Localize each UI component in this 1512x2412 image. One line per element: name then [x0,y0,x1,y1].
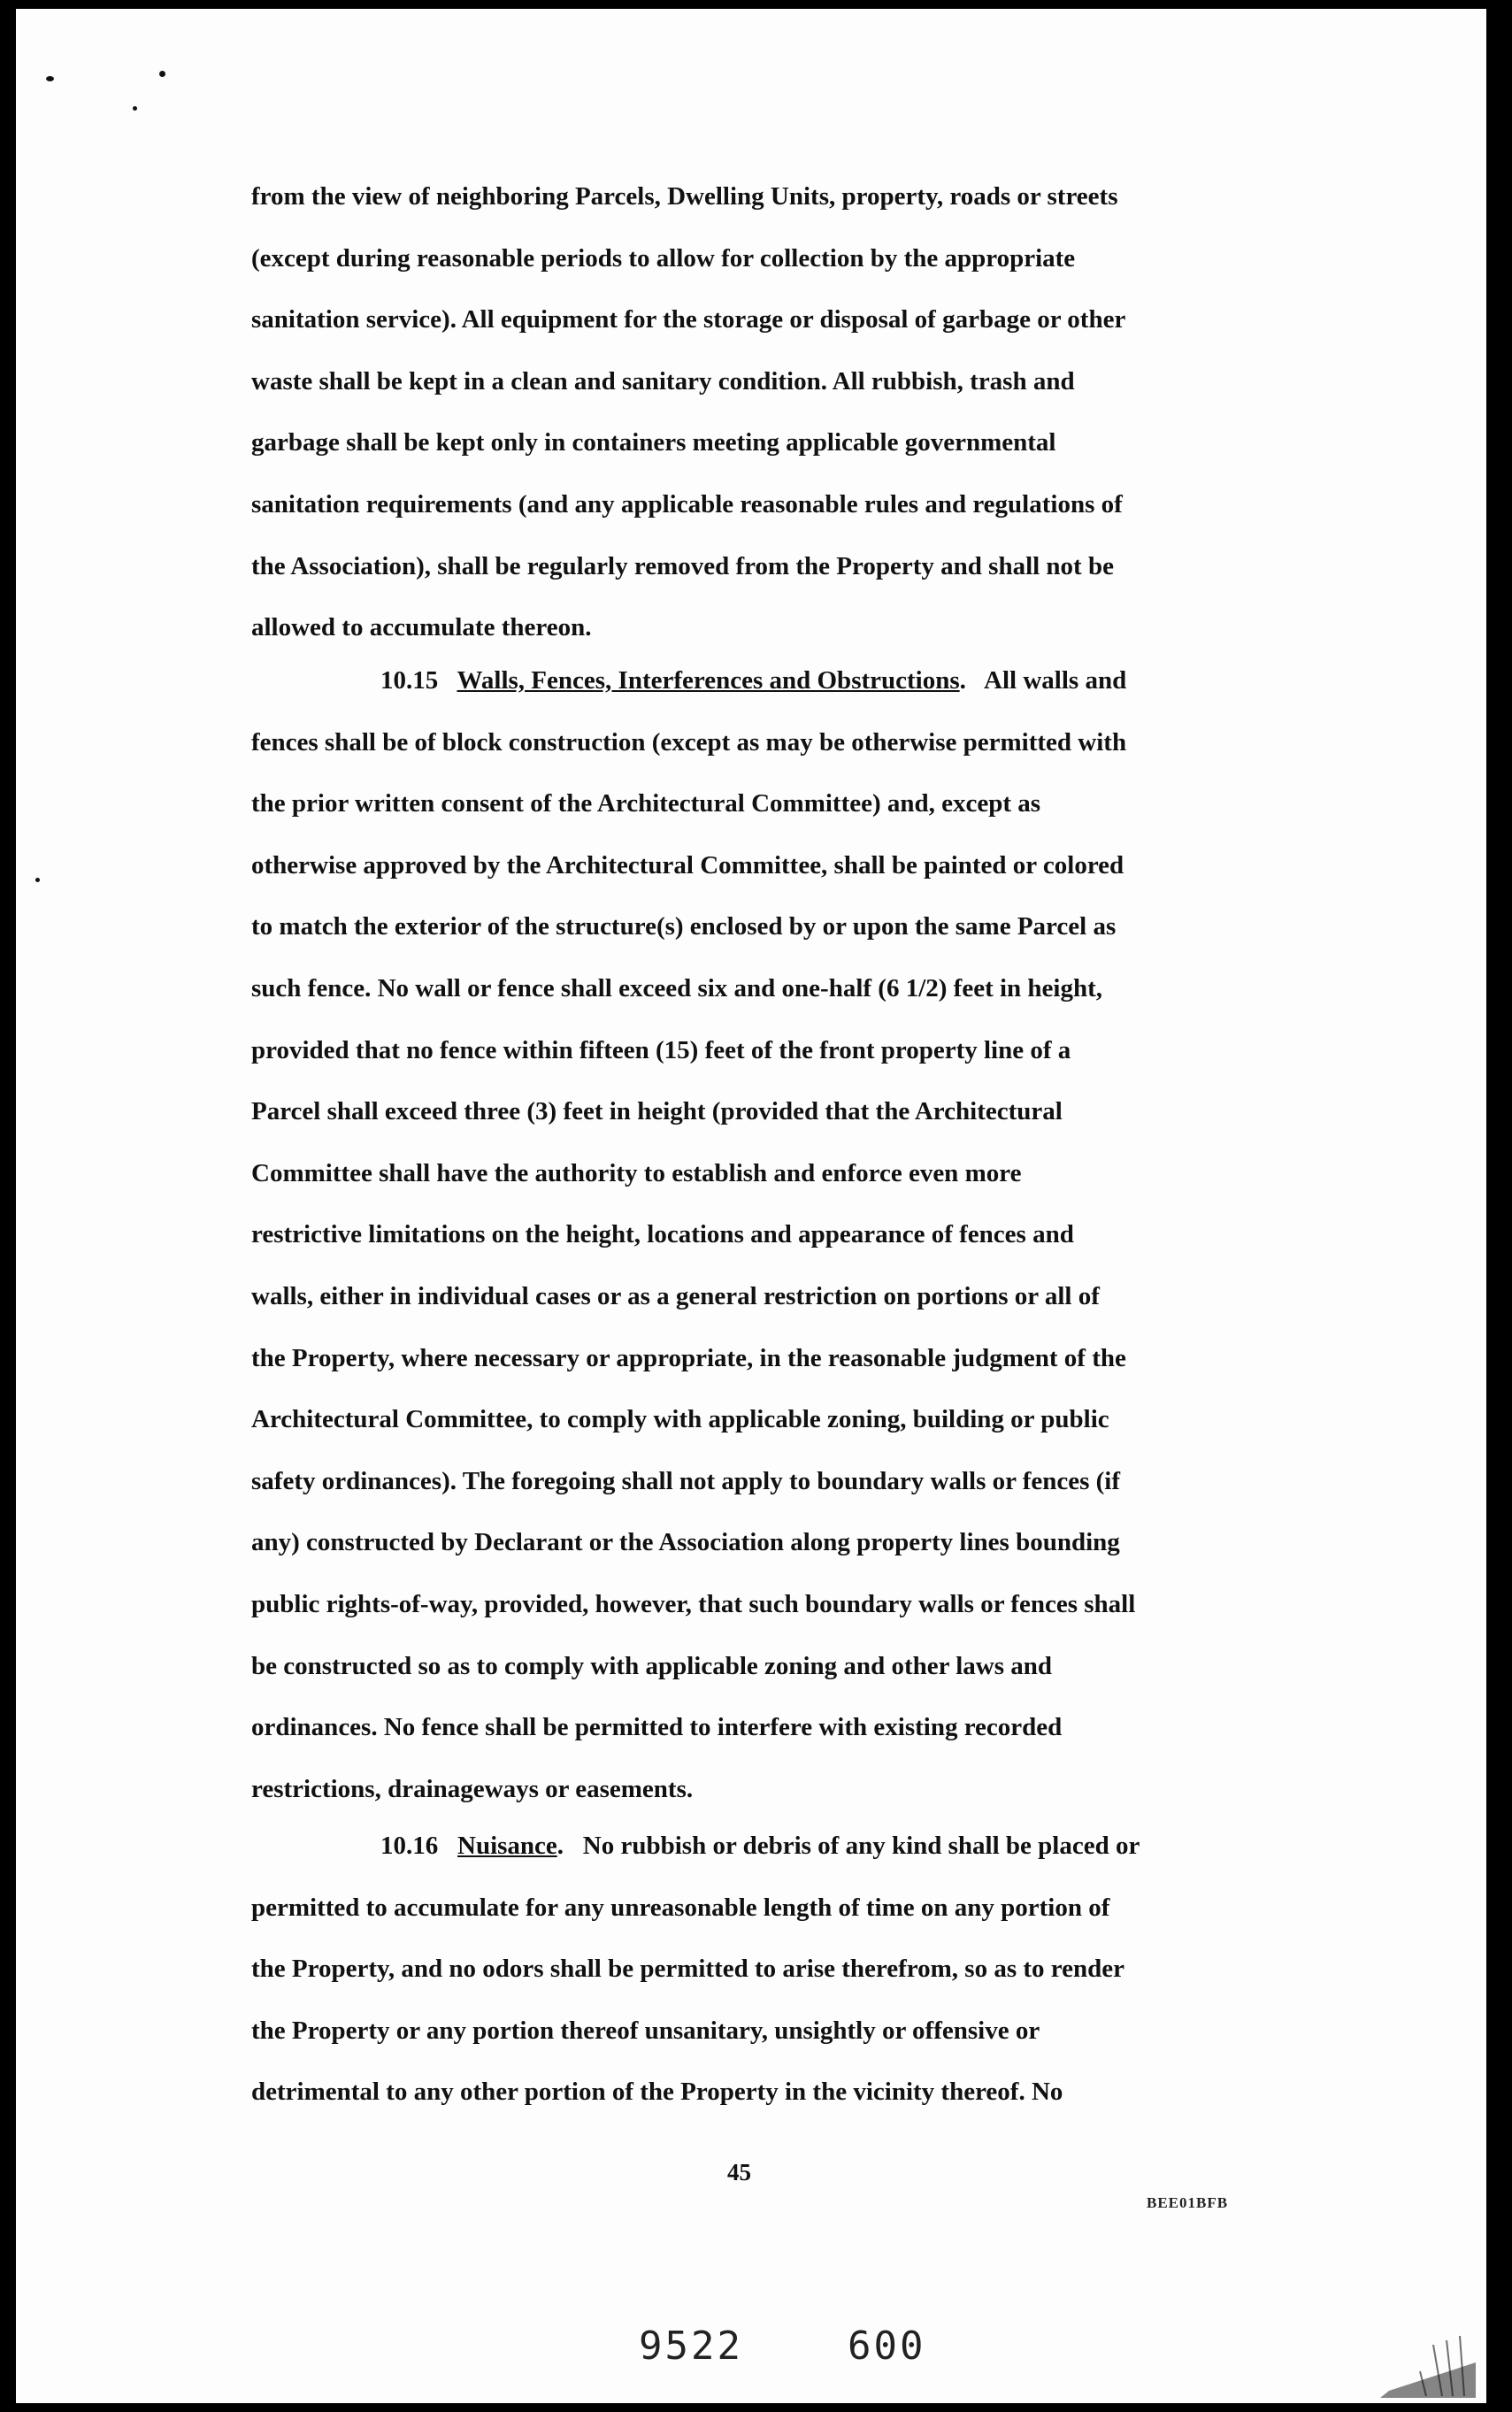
text-line: allowed to accumulate thereon. [251,613,592,642]
text-line: public rights-of-way, provided, however, that such boundary walls or fences shall [251,1589,1136,1618]
section-title: Walls, Fences, Interferences and Obstructions [457,666,960,695]
text-line: detrimental to any other portion of the Property in the vicinity thereof. No [251,2078,1063,2107]
text-line: any) constructed by Declarant or the Association along property lines bounding [251,1528,1120,1557]
section-10-16 [251,1816,1251,2124]
scan-speck [133,106,137,111]
section-title-punct: . [959,666,966,695]
scan-noise [1380,2309,1477,2398]
text-line: such fence. No wall or fence shall exceed six and one-half (6 1/2) feet in height, [251,973,1103,1002]
text-line: permitted to accumulate for any unreasonable length of time on any portion of [251,1893,1110,1922]
section-number: 10.15 [380,666,439,695]
text-line: provided that no fence within fifteen (15) feet of the front property line of a [251,1035,1071,1064]
section-first-line-text: All walls and [984,666,1127,695]
text-line: Parcel shall exceed three (3) feet in height (provided that the Architectural [251,1097,1063,1126]
paragraph-1 [251,166,1251,659]
text-line: Architectural Committee, to comply with applicable zoning, building or public [251,1405,1109,1434]
text-line: the Property, where necessary or appropriate, in the reasonable judgment of the [251,1343,1126,1372]
page-number: 45 [727,2159,751,2185]
record-stamp-page: 600 [848,2324,926,2369]
section-first-line-text: No rubbish or debris of any kind shall be placed or [582,1832,1140,1860]
text-line: restrictions, drainageways or easements. [251,1774,694,1803]
text-line: be constructed so as to comply with applicable zoning and other laws and [251,1651,1052,1680]
text-line: the Property, and no odors shall be permitted to arise therefrom, so as to render [251,1955,1124,1984]
document-code: BEE01BFB [1147,2194,1229,2211]
record-stamp-book: 9522 [639,2324,743,2369]
section-heading-line [251,650,1251,712]
scan-speck [35,878,40,882]
text-line: the prior written consent of the Architectural Committee) and, except as [251,789,1041,818]
text-line: sanitation requirements (and any applicable reasonable rules and regulations of [251,489,1123,519]
text-line: walls, either in individual cases or as a general restriction on portions or all of [251,1281,1100,1310]
text-line: the Association), shall be regularly removed from the Property and shall not be [251,551,1114,580]
text-line: ordinances. No fence shall be permitted to interfere with existing recorded [251,1713,1063,1742]
section-10-15 [251,650,1251,1820]
text-line: from the view of neighboring Parcels, Dwelling Units, property, roads or streets [251,182,1118,211]
text-line: sanitation service). All equipment for the storage or disposal of garbage or other [251,305,1126,334]
text-line: safety ordinances). The foregoing shall not apply to boundary walls or fences (if [251,1466,1121,1495]
section-title-punct: . [556,1832,564,1860]
text-line: garbage shall be kept only in containers meeting applicable governmental [251,428,1056,457]
section-title: Nuisance [457,1832,557,1860]
section-heading-line [251,1816,1251,1878]
text-line: fences shall be of block construction (except as may be otherwise permitted with [251,727,1127,757]
edge-mark [1490,2026,1512,2040]
text-line: the Property or any portion thereof unsanitary, unsightly or offensive or [251,2016,1040,2045]
text-line: otherwise approved by the Architectural Committee, shall be painted or colored [251,850,1124,880]
text-line: to match the exterior of the structure(s) enclosed by or upon the same Parcel as [251,912,1117,941]
text-line: restrictive limitations on the height, locations and appearance of fences and [251,1220,1074,1249]
text-line: Committee shall have the authority to establish and enforce even more [251,1158,1022,1187]
scan-speck [46,76,54,81]
text-line: (except during reasonable periods to allow for collection by the appropriate [251,243,1076,273]
text-line: waste shall be kept in a clean and sanitary condition. All rubbish, trash and [251,366,1075,396]
section-number: 10.16 [380,1832,439,1860]
scan-speck [159,71,165,77]
